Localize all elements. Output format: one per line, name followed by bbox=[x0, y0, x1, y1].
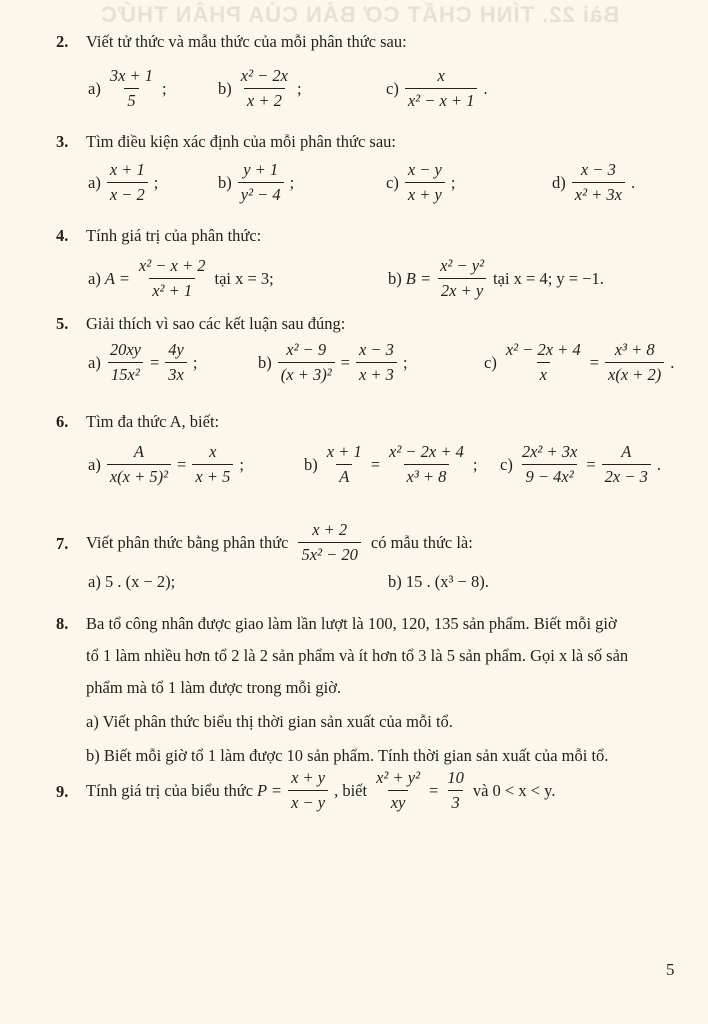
p4-a bbox=[88, 256, 274, 301]
problem-7 bbox=[0, 520, 708, 570]
numerator: x + 1 bbox=[326, 442, 362, 461]
numerator: x bbox=[437, 66, 445, 85]
p8-b: b) Biết mỗi giờ tổ 1 làm được 10 sản phẩm. Tính thời gian sản xuất của mỗi tổ. bbox=[86, 746, 609, 765]
p8-a: a) Viết phân thức biểu thị thời gian sản xuất của mỗi tổ. bbox=[86, 712, 453, 731]
problem-text: Giải thích vì sao các kết luận sau đúng: bbox=[86, 314, 346, 333]
problem-number: 4. bbox=[56, 226, 69, 245]
punct: ; bbox=[289, 172, 295, 192]
numerator: x² + y² bbox=[376, 768, 421, 787]
problem-text-line: phẩm mà tổ 1 làm được trong mỗi giờ. bbox=[86, 678, 342, 697]
numerator: x² − y² bbox=[440, 256, 485, 275]
numerator: 10 bbox=[447, 768, 464, 787]
lhs: P = bbox=[257, 780, 283, 800]
punct: ; bbox=[153, 172, 159, 192]
label: b) bbox=[218, 78, 232, 98]
label: b) bbox=[304, 454, 318, 474]
denominator: x − 2 bbox=[107, 182, 148, 205]
p2-b bbox=[218, 66, 302, 111]
denominator: x + y bbox=[405, 182, 445, 205]
denominator: x bbox=[537, 362, 550, 385]
numerator: x³ + 8 bbox=[614, 340, 655, 359]
bleed-through-watermark: Bài 22. TÍNH CHẤT CƠ BẢN CỦA PHÂN THỨC bbox=[100, 2, 620, 27]
punct: ; bbox=[402, 352, 408, 372]
p6-b: b) $\frac{x + 1}{A}$ = $\frac{\text{x² − 2x + 4}}{\text{x³ + 8}}$ ; bbox=[304, 442, 478, 486]
problem-9 bbox=[0, 768, 708, 818]
text: Viết phân thức bằng phân thức bbox=[86, 532, 289, 552]
numerator: x − 3 bbox=[358, 340, 394, 359]
denominator: 2x + y bbox=[438, 278, 486, 301]
punct: . bbox=[670, 352, 675, 372]
p2-c bbox=[386, 66, 488, 111]
denominator: x − y bbox=[288, 790, 328, 813]
numerator: x bbox=[209, 442, 217, 461]
problem-number: 3. bbox=[56, 132, 69, 151]
lhs: A = bbox=[104, 268, 130, 288]
p4-b bbox=[388, 256, 604, 301]
condition: tại x = 4; y = −1. bbox=[493, 268, 604, 288]
condition: tại x = 3; bbox=[214, 268, 274, 288]
label: c) bbox=[386, 78, 399, 98]
p6-a: a) $\frac{A}{\text{x(x + 5)²}}$ = $\frac{x}{x + 5}$ ; bbox=[88, 442, 244, 486]
numerator: A bbox=[133, 442, 144, 461]
numerator: x + 2 bbox=[312, 520, 348, 539]
page-number: 5 bbox=[666, 960, 675, 979]
punct: ; bbox=[472, 454, 478, 474]
condition: và 0 < x < y. bbox=[472, 780, 556, 800]
denominator: 3 bbox=[448, 790, 462, 813]
label: a) bbox=[88, 352, 101, 372]
punct: ; bbox=[450, 172, 456, 192]
p7-b: b) 15 . (x³ − 8). bbox=[388, 572, 489, 591]
problem-number: 8. bbox=[56, 614, 69, 633]
label: a) bbox=[88, 172, 101, 192]
numerator: x² − 9 bbox=[286, 340, 327, 359]
p3-a bbox=[88, 160, 158, 205]
problem-text: Tính giá trị của biểu thức P = $\frac{x + y}{x - y}$ , biết $\frac{\text{x² + y²}}{xy}$ = $\frac{10}{3}$ và 0 < x < y. bbox=[86, 768, 556, 812]
denominator: x + 3 bbox=[356, 362, 397, 385]
numerator: y + 1 bbox=[243, 160, 279, 179]
problem-text: Viết tử thức và mẫu thức của mỗi phân thức sau: bbox=[86, 32, 407, 51]
numerator: x² − 2x + 4 bbox=[389, 442, 464, 461]
denominator: x(x + 2) bbox=[605, 362, 664, 385]
denominator: 15x² bbox=[108, 362, 143, 385]
problem-number: 2. bbox=[56, 32, 69, 51]
denominator: 5x² − 20 bbox=[298, 542, 360, 565]
numerator: x² − 2x + 4 bbox=[505, 340, 581, 359]
problem-number: 7. bbox=[56, 534, 69, 553]
punct: . bbox=[656, 454, 661, 474]
p7-a: a) 5 . (x − 2); bbox=[88, 572, 176, 591]
denominator: x² + 3x bbox=[572, 182, 625, 205]
p5-b: b) $\frac{\text{x² − 9}}{\text{(x + 3)²}}$ = $\frac{x - 3}{x + 3}$ ; bbox=[258, 340, 408, 384]
label: a) bbox=[88, 454, 101, 474]
numerator: x + y bbox=[291, 768, 326, 787]
numerator: A bbox=[621, 442, 632, 461]
p5-a: a) $\frac{20xy}{\text{15x²}}$ = $\frac{4y}{3x}$ ; bbox=[88, 340, 198, 384]
p6-c: c) $\frac{\text{2x² + 3x}}{\text{9 − 4x²}}$ = $\frac{A}{2x - 3}$ . bbox=[500, 442, 661, 486]
label: b) bbox=[258, 352, 272, 372]
numerator: 2x² + 3x bbox=[521, 442, 578, 461]
label: c) bbox=[386, 172, 399, 192]
denominator: 2x − 3 bbox=[602, 464, 651, 487]
label: b) bbox=[218, 172, 232, 192]
punct: ; bbox=[296, 78, 302, 98]
problem-text-line: Ba tổ công nhân được giao làm lần lượt là 100, 120, 135 sản phẩm. Biết mỗi giờ bbox=[86, 614, 617, 633]
numerator: x + 1 bbox=[109, 160, 145, 179]
p3-c bbox=[386, 160, 455, 205]
denominator: 9 − 4x² bbox=[522, 464, 576, 487]
punct: ; bbox=[239, 454, 244, 474]
problem-text: Tìm đa thức A, biết: bbox=[86, 412, 220, 431]
denominator: 5 bbox=[124, 88, 138, 111]
text: , biết bbox=[334, 780, 368, 800]
denominator: y² − 4 bbox=[238, 182, 284, 205]
p3-d bbox=[552, 160, 635, 205]
p3-b bbox=[218, 160, 294, 205]
denominator: 3x bbox=[165, 362, 187, 385]
text: có mẫu thức là: bbox=[370, 532, 473, 552]
problem-text-line: tổ 1 làm nhiều hơn tổ 2 là 2 sản phẩm và ít hơn tổ 3 là 5 sản phẩm. Gọi x là số sản bbox=[86, 646, 629, 665]
label: b) bbox=[388, 268, 402, 288]
label: a) bbox=[88, 78, 101, 98]
denominator: xy bbox=[388, 790, 409, 813]
problem-number: 9. bbox=[56, 782, 69, 801]
denominator: x² − x + 1 bbox=[405, 88, 478, 111]
denominator: A bbox=[336, 464, 352, 487]
punct: ; bbox=[162, 78, 167, 98]
numerator: 3x + 1 bbox=[109, 66, 154, 85]
numerator: x² − 2x bbox=[240, 66, 288, 85]
numerator: 20xy bbox=[109, 340, 141, 359]
punct: . bbox=[483, 78, 488, 98]
p5-c: c) $\frac{\text{x² − 2x + 4}}{x}$ = $\frac{\text{x³ + 8}}{x(x + 2)}$ . bbox=[484, 340, 675, 384]
denominator: x + 2 bbox=[244, 88, 285, 111]
punct: . bbox=[630, 172, 636, 192]
denominator: x² + 1 bbox=[149, 278, 195, 301]
numerator: x − 3 bbox=[580, 160, 616, 179]
lhs: B = bbox=[405, 268, 432, 288]
problem-text bbox=[86, 520, 473, 565]
denominator: x(x + 5)² bbox=[107, 464, 171, 487]
numerator: x² − x + 2 bbox=[138, 256, 206, 275]
label: c) bbox=[500, 454, 513, 474]
numerator: x − y bbox=[407, 160, 442, 179]
denominator: x + 5 bbox=[192, 464, 233, 487]
label: c) bbox=[484, 352, 497, 372]
label: d) bbox=[552, 172, 566, 192]
problem-text: Tìm điều kiện xác định của mỗi phân thức sau: bbox=[86, 132, 396, 151]
problem-number: 6. bbox=[56, 412, 69, 431]
denominator: (x + 3)² bbox=[278, 362, 335, 385]
label: a) bbox=[88, 268, 101, 288]
punct: ; bbox=[192, 352, 198, 372]
denominator: x³ + 8 bbox=[404, 464, 450, 487]
problem-number: 5. bbox=[56, 314, 69, 333]
p2-a bbox=[88, 66, 167, 111]
problem-text: Tính giá trị của phân thức: bbox=[86, 226, 262, 245]
numerator: 4y bbox=[168, 340, 184, 359]
text: Tính giá trị của biểu thức bbox=[86, 780, 254, 800]
